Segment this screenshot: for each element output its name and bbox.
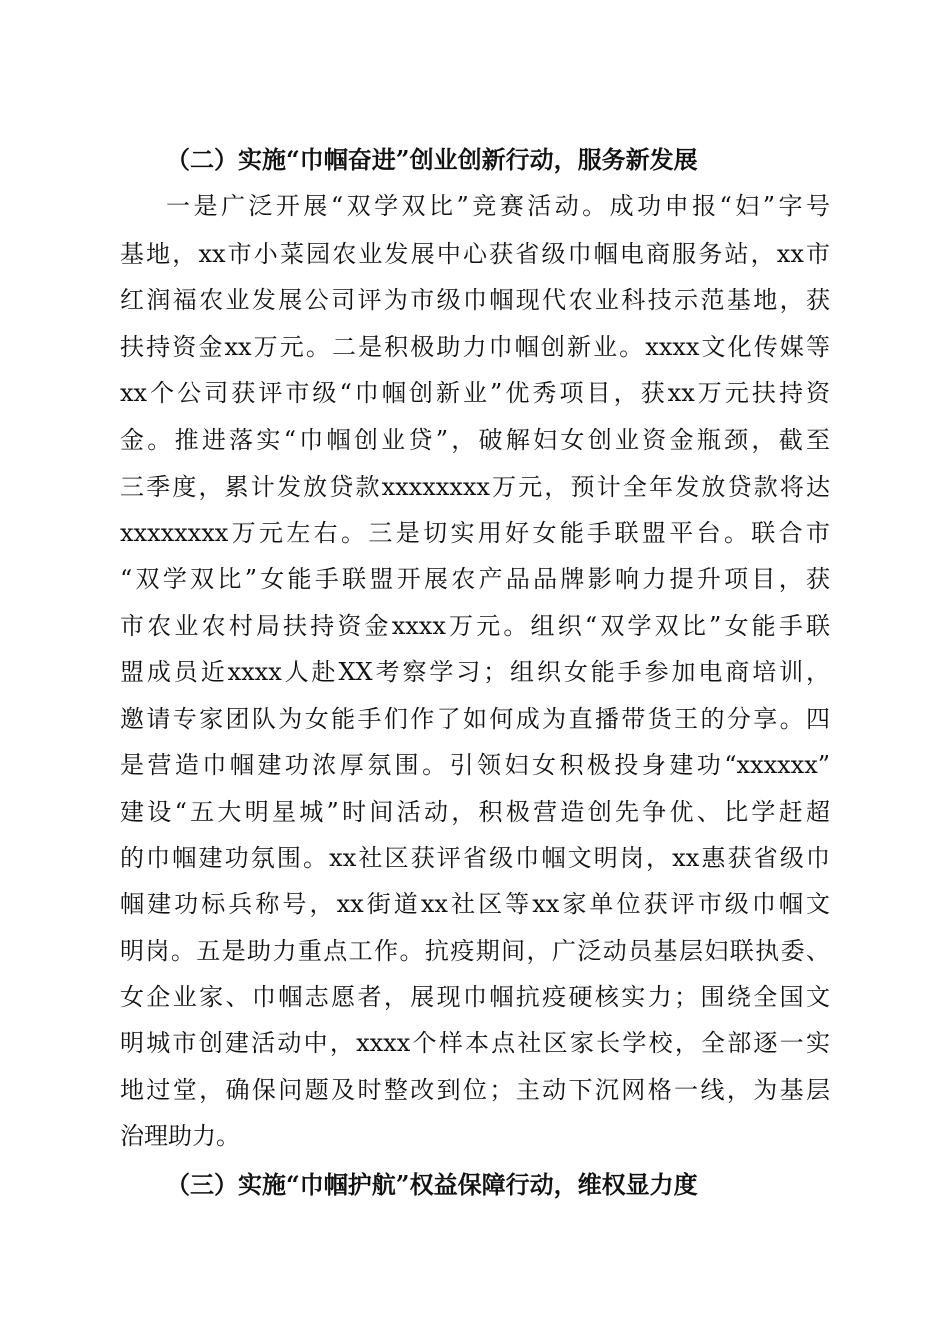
paragraph-line-7: 三季度，累计发放贷款xxxxxxxx万元，预计全年发放贷款将达 xyxy=(120,473,830,501)
paragraph-line-20: 地过堂，确保问题及时整改到位；主动下沉网格一线，为基层 xyxy=(120,1076,830,1104)
section-heading-2: （二）实施“巾帼奋进”创业创新行动，服务新发展 xyxy=(166,145,698,174)
paragraph-line-13: 是营造巾帼建功浓厚氛围。引领妇女积极投身建功“xxxxxx” xyxy=(120,751,830,779)
paragraph-line-18: 女企业家、巾帼志愿者，展现巾帼抗疫硬核实力；围绕全国文 xyxy=(120,983,830,1011)
paragraph-line-11: 盟成员近xxxx人赴XX考察学习；组织女能手参加电商培训， xyxy=(120,658,830,686)
paragraph-line-3: 红润福农业发展公司评为市级巾帼现代农业科技示范基地，获 xyxy=(120,286,830,314)
paragraph-line-15: 的巾帼建功氛围。xx社区获评省级巾帼文明岗，xx惠获省级巾 xyxy=(120,844,830,872)
paragraph-line-19: 明城市创建活动中，xxxx个样本点社区家长学校，全部逐一实 xyxy=(120,1029,830,1057)
paragraph-line-10: 市农业农村局扶持资金xxxx万元。组织“双学双比”女能手联 xyxy=(120,612,830,640)
paragraph-line-8: xxxxxxxx万元左右。三是切实用好女能手联盟平台。联合市 xyxy=(120,519,830,547)
paragraph-line-1: 一是广泛开展“双学双比”竞赛活动。成功申报“妇”字号 xyxy=(166,192,830,220)
section-heading-3: （三）实施“巾帼护航”权益保障行动，维权显力度 xyxy=(166,1170,698,1199)
paragraph-line-5: xx个公司获评市级“巾帼创新业”优秀项目，获xx万元扶持资 xyxy=(120,379,830,407)
paragraph-line-17: 明岗。五是助力重点工作。抗疫期间，广泛动员基层妇联执委、 xyxy=(120,937,830,965)
paragraph-line-4: 扶持资金xx万元。二是积极助力巾帼创新业。xxxx文化传媒等 xyxy=(120,333,830,361)
paragraph-line-9: “双学双比”女能手联盟开展农产品品牌影响力提升项目，获 xyxy=(120,565,830,593)
paragraph-line-12: 邀请专家团队为女能手们作了如何成为直播带货王的分享。四 xyxy=(120,705,830,733)
paragraph-line-2: 基地，xx市小菜园农业发展中心获省级巾帼电商服务站，xx市 xyxy=(120,240,830,268)
paragraph-line-6: 金。推进落实“巾帼创业贷”，破解妇女创业资金瓶颈，截至 xyxy=(120,426,830,454)
paragraph-line-21: 治理助力。 xyxy=(120,1122,240,1150)
paragraph-line-14: 建设“五大明星城”时间活动，积极营造创先争优、比学赶超 xyxy=(120,798,830,826)
paragraph-line-16: 帼建功标兵称号，xx街道xx社区等xx家单位获评市级巾帼文 xyxy=(120,890,830,918)
